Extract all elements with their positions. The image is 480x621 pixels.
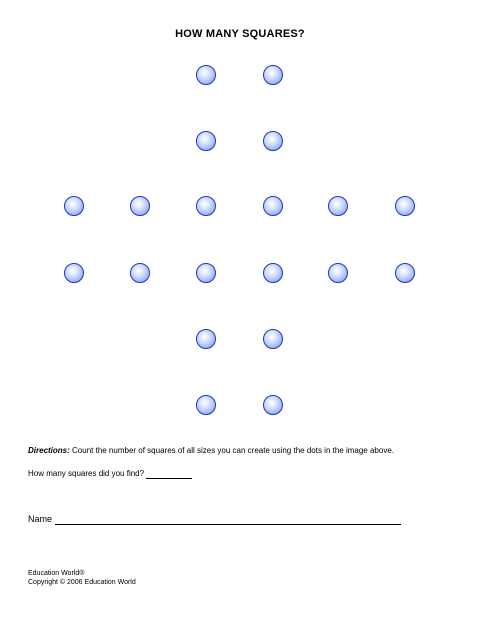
dot — [263, 131, 283, 151]
answer-blank[interactable] — [146, 469, 192, 479]
dot — [196, 196, 216, 216]
dot — [196, 263, 216, 283]
dot — [130, 196, 150, 216]
dot — [196, 65, 216, 85]
dot — [263, 263, 283, 283]
question-text: How many squares did you find? — [28, 469, 145, 478]
footer-brand: Education World® — [28, 570, 85, 577]
name-label: Name — [28, 514, 53, 524]
dot — [263, 65, 283, 85]
directions-text — [28, 446, 468, 455]
dot — [395, 196, 415, 216]
dot — [328, 196, 348, 216]
dot — [263, 329, 283, 349]
dot — [196, 131, 216, 151]
directions-body: Count the number of squares of all sizes you can create using the dots in the image above. — [69, 446, 394, 455]
dot — [196, 395, 216, 415]
name-row — [28, 514, 401, 525]
dot — [64, 196, 84, 216]
footer — [28, 569, 136, 587]
footer-copyright: Copyright © 2006 Education World — [28, 579, 136, 586]
answer-question — [28, 469, 192, 479]
dot — [263, 395, 283, 415]
dot — [395, 263, 415, 283]
dot — [64, 263, 84, 283]
dot — [196, 329, 216, 349]
name-blank[interactable] — [55, 514, 401, 525]
page-title: HOW MANY SQUARES? — [175, 28, 305, 40]
directions-label: Directions: — [28, 446, 70, 455]
dot — [263, 196, 283, 216]
dot — [130, 263, 150, 283]
dot — [328, 263, 348, 283]
